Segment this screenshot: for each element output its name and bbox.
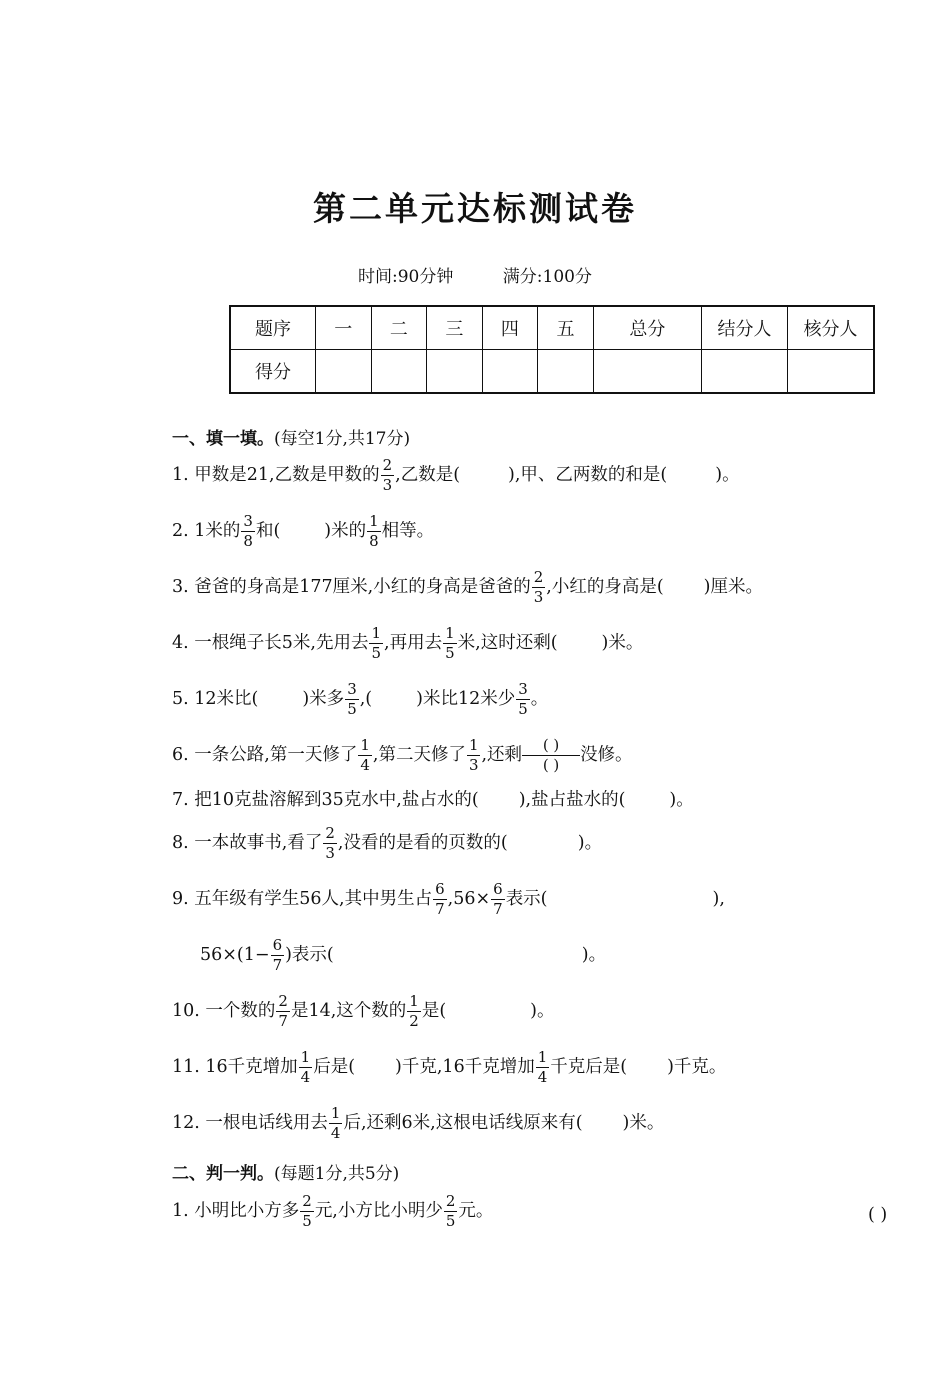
question-text: ,没看的是看的页数的( (337, 833, 508, 853)
score-cell[interactable] (593, 350, 701, 394)
question-text: 4. 一根绳子长5米,先用去 (172, 633, 369, 653)
score-cell[interactable] (482, 350, 538, 394)
score-cell[interactable] (538, 350, 594, 394)
exam-meta (0, 262, 950, 287)
judge-question-1 (172, 1194, 493, 1229)
fraction: $\frac{3}{5}$ (518, 680, 528, 718)
question-text: 3. 爸爸的身高是177厘米,小红的身高是爸爸的 (172, 577, 531, 597)
question-text: )千克。 (667, 1057, 727, 1077)
fraction: $\frac{1}{5}$ (371, 624, 382, 662)
question-text: ),甲、乙两数的和是( (508, 465, 668, 485)
question-text: ),盐占盐水的( (518, 790, 626, 810)
fraction: $\frac{6}{7}$ (435, 880, 445, 918)
question-text: 后是( (313, 1057, 356, 1077)
question-6 (172, 738, 633, 773)
score-cell[interactable] (371, 350, 427, 394)
question-3 (172, 570, 763, 605)
question-1 (172, 458, 740, 493)
score-table-header: 二 (371, 306, 427, 350)
score-table-header-row (230, 306, 874, 350)
score-table-header: 总分 (593, 306, 701, 350)
question-text: 6. 一条公路,第一天修了 (172, 745, 358, 765)
question-text: )厘米。 (703, 577, 763, 597)
question-text: 后,还剩6米,这根电话线原来有( (343, 1113, 583, 1133)
question-text: 12. 一根电话线用去 (172, 1113, 328, 1133)
fraction: $\frac{1}{3}$ (468, 736, 479, 774)
question-text: 。 (530, 689, 549, 709)
question-5 (172, 682, 548, 717)
fraction: $\frac{1}{8}$ (369, 512, 379, 550)
score-table-header: 三 (427, 306, 483, 350)
question-text: 是14,这个数的 (290, 1001, 407, 1021)
question-text: )。 (530, 1001, 555, 1021)
question-11 (172, 1050, 726, 1085)
full-score: 满分:100分 (502, 267, 592, 287)
score-cell[interactable] (427, 350, 483, 394)
question-text: )米。 (622, 1113, 665, 1133)
question-10 (172, 994, 555, 1029)
section-note: (每空1分,共17分) (274, 429, 411, 449)
section-name: 一、填一填。 (172, 429, 274, 449)
question-text: 是( (421, 1001, 447, 1021)
question-text: ,再用去 (384, 633, 443, 653)
fraction: $\frac{6}{7}$ (493, 880, 503, 918)
section-name: 二、判一判。 (172, 1164, 274, 1184)
question-text: 11. 16千克增加 (172, 1057, 298, 1077)
fraction: $\frac{3}{8}$ (243, 512, 253, 550)
question-text: 8. 一本故事书,看了 (172, 833, 323, 853)
question-text: ), (712, 889, 725, 909)
question-text: ,56× (447, 889, 491, 909)
fraction: $\frac{2}{5}$ (445, 1192, 456, 1230)
question-text: ,乙数是( (395, 465, 461, 485)
question-2 (172, 514, 434, 549)
fraction: $\frac{2}{7}$ (278, 992, 288, 1030)
section-judge-heading (172, 1159, 399, 1184)
question-text: 表示( (505, 889, 548, 909)
question-9 (172, 882, 725, 917)
score-table-header: 题序 (230, 306, 316, 350)
question-text: ,还剩 (481, 745, 523, 765)
score-table-score-row (230, 350, 874, 394)
score-table-header: 一 (316, 306, 372, 350)
question-12 (172, 1106, 664, 1141)
fraction: $\frac{1}{5}$ (445, 624, 455, 662)
question-text: 7. 把10克盐溶解到35克水中,盐占水的( (172, 790, 479, 810)
question-text: )表示( (285, 945, 334, 965)
question-text: )米。 (601, 633, 644, 653)
fraction: $\frac{1}{4}$ (537, 1048, 548, 1086)
score-row-label: 得分 (230, 350, 316, 394)
question-text: )。 (715, 465, 740, 485)
question-text: 10. 一个数的 (172, 1001, 276, 1021)
fraction: $\frac{1}{4}$ (330, 1104, 341, 1142)
score-table-header: 四 (482, 306, 538, 350)
judge-answer-parens[interactable]: ( ) (868, 1205, 888, 1225)
question-text: )。 (669, 790, 694, 810)
section-fill-heading (172, 424, 410, 449)
question-text: 和( (255, 521, 281, 541)
question-text: 56×(1− (200, 945, 270, 965)
question-text: )。 (581, 945, 607, 965)
question-text: )米比12米少 (416, 689, 516, 709)
question-text: ,第二天修了 (372, 745, 466, 765)
question-9-continued (200, 938, 606, 973)
question-text: 米,这时还剩( (457, 633, 558, 653)
score-table-header: 五 (538, 306, 594, 350)
question-text: 相等。 (381, 521, 435, 541)
fraction: $\frac{1}{4}$ (360, 736, 370, 774)
question-text: )米多 (302, 689, 345, 709)
question-text: 1. 甲数是21,乙数是甲数的 (172, 465, 380, 485)
question-text: 没修。 (580, 745, 633, 765)
fraction: $\frac{3}{5}$ (347, 680, 357, 718)
question-text: ,( (359, 689, 373, 709)
fraction: $\frac{1}{2}$ (409, 992, 419, 1030)
question-text: 1. 小明比小方多 (172, 1201, 300, 1221)
score-table-header: 核分人 (788, 306, 875, 350)
question-text: )米的 (324, 521, 367, 541)
score-table-header: 结分人 (702, 306, 788, 350)
question-text: 5. 12米比( (172, 689, 259, 709)
score-cell[interactable] (788, 350, 875, 394)
question-8 (172, 826, 602, 861)
time-limit: 时间:90分钟 (358, 267, 454, 287)
question-text: )。 (577, 833, 603, 853)
fraction: $\frac{6}{7}$ (272, 936, 283, 974)
section-note: (每题1分,共5分) (274, 1164, 400, 1184)
question-text: ,小红的身高是( (546, 577, 664, 597)
fraction: $\frac{2}{3}$ (382, 456, 393, 494)
question-4 (172, 626, 643, 661)
fraction: $\frac{1}{4}$ (300, 1048, 311, 1086)
question-text: )千克,16千克增加 (395, 1057, 535, 1077)
fraction: $\frac{2}{3}$ (325, 824, 335, 862)
page-title: 第二单元达标测试卷 (313, 189, 637, 228)
fraction: $\frac{2}{3}$ (533, 568, 544, 606)
question-text: 9. 五年级有学生56人,其中男生占 (172, 889, 433, 909)
question-7 (172, 792, 694, 810)
blank-fraction[interactable]: $\frac{( )}{( )}$ (522, 738, 580, 773)
score-cell[interactable] (316, 350, 372, 394)
score-table (229, 305, 875, 394)
fraction: $\frac{2}{5}$ (302, 1192, 312, 1230)
question-text: 元。 (458, 1201, 494, 1221)
score-cell[interactable] (702, 350, 788, 394)
question-text: 元,小方比小明少 (314, 1201, 443, 1221)
question-text: 千克后是( (550, 1057, 628, 1077)
question-text: 2. 1米的 (172, 521, 241, 541)
